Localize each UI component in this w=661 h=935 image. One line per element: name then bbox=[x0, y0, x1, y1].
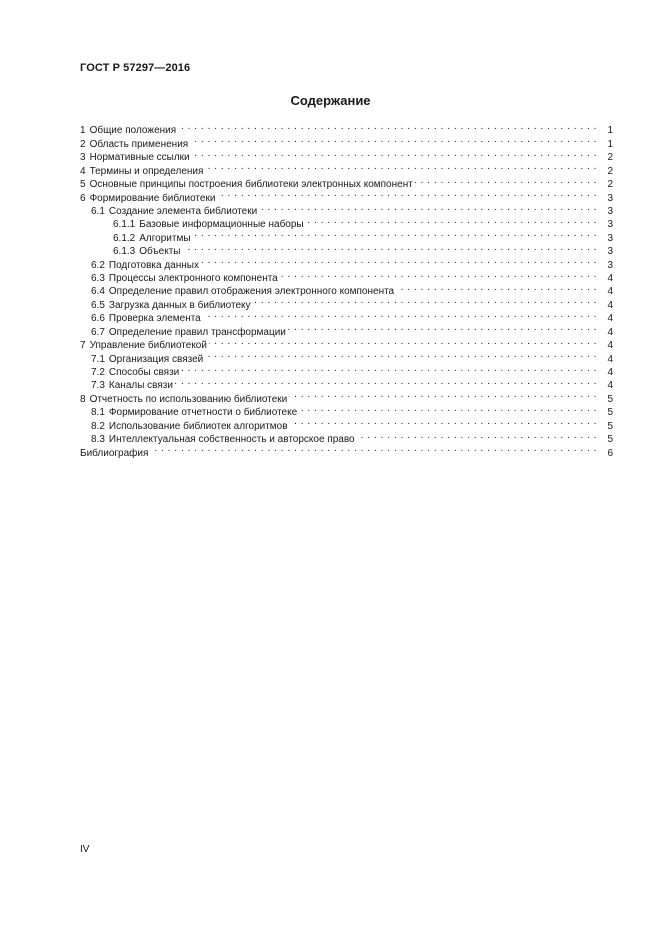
toc-entry-label bbox=[80, 192, 215, 205]
toc-entry[interactable] bbox=[80, 120, 613, 137]
toc-entry-title: Способы связи bbox=[108, 367, 180, 379]
toc-entry-page: 3 bbox=[607, 192, 613, 204]
dot-leader bbox=[150, 442, 597, 455]
toc-entry-page: 4 bbox=[607, 273, 613, 285]
dot-leader bbox=[190, 133, 597, 146]
toc-entry-page: 3 bbox=[607, 205, 613, 217]
toc-entry-title: Проверка элемента bbox=[108, 313, 201, 325]
toc-entry-label bbox=[113, 232, 191, 245]
toc-entry-number: 4 bbox=[80, 165, 86, 177]
toc-entry-page: 2 bbox=[607, 179, 613, 191]
toc-entry-label bbox=[80, 393, 287, 406]
toc-entry-page: 4 bbox=[607, 313, 613, 325]
dot-leader bbox=[306, 214, 597, 227]
toc-entry-title: Подготовка данных bbox=[108, 259, 199, 271]
dot-leader bbox=[299, 402, 597, 415]
toc-entry-number: 6.1.3 bbox=[113, 246, 136, 258]
toc-entry-number: 6.3 bbox=[91, 273, 105, 285]
table-of-contents bbox=[80, 120, 613, 459]
toc-entry-title: Нормативные ссылки bbox=[89, 152, 190, 164]
toc-entry-page: 3 bbox=[607, 232, 613, 244]
dot-leader bbox=[203, 308, 597, 321]
toc-entry-page: 4 bbox=[607, 299, 613, 311]
dot-leader bbox=[205, 160, 597, 173]
toc-entry-label bbox=[80, 124, 176, 137]
toc-entry-page: 2 bbox=[607, 165, 613, 177]
toc-entry-label bbox=[80, 165, 203, 178]
toc-entry-number: 3 bbox=[80, 152, 86, 164]
toc-entry-page: 1 bbox=[607, 125, 613, 137]
toc-entry-title: Базовые информационные наборы bbox=[139, 219, 304, 231]
toc-entry-title: Формирование библиотеки bbox=[89, 192, 216, 204]
toc-entry-label bbox=[91, 272, 278, 285]
toc-entry-page: 2 bbox=[607, 152, 613, 164]
toc-entry-number: 8.2 bbox=[91, 420, 105, 432]
toc-entry-title: Область применения bbox=[89, 138, 189, 150]
dot-leader bbox=[290, 415, 597, 428]
toc-entry-number: 6.5 bbox=[91, 299, 105, 311]
dot-leader bbox=[280, 268, 597, 281]
toc-entry-page: 5 bbox=[607, 393, 613, 405]
page-number: IV bbox=[80, 844, 90, 855]
toc-entry-page: 1 bbox=[607, 138, 613, 150]
toc-entry-page: 5 bbox=[607, 420, 613, 432]
dot-leader bbox=[396, 281, 597, 294]
toc-entry-number: 2 bbox=[80, 138, 86, 150]
toc-entry-number: 6.2 bbox=[91, 259, 105, 271]
toc-entry-label bbox=[113, 245, 181, 258]
toc-entry-number: 6.1.1 bbox=[113, 219, 136, 231]
toc-entry-page: 4 bbox=[607, 367, 613, 379]
dot-leader bbox=[178, 120, 597, 133]
toc-entry-title: Процессы электронного компонента bbox=[108, 273, 278, 285]
toc-entry-number: 6.4 bbox=[91, 286, 105, 298]
toc-entry-page: 3 bbox=[607, 246, 613, 258]
toc-entry-title: Объекты bbox=[139, 246, 181, 258]
toc-entry-number: 6.6 bbox=[91, 313, 105, 325]
toc-entry-title: Загрузка данных в библиотеку bbox=[108, 299, 251, 311]
toc-entry-number: 6.1 bbox=[91, 205, 105, 217]
toc-entry-title: Определение правил трансформации bbox=[108, 326, 286, 338]
toc-entry-title: Управление библиотекой bbox=[89, 340, 207, 352]
toc-entry-title: Алгоритмы bbox=[139, 232, 191, 244]
toc-entry-title: Интеллектуальная собственность и авторское право bbox=[108, 434, 355, 446]
toc-entry-title: Отчетность по использованию библиотеки bbox=[89, 393, 288, 405]
toc-entry-title: Формирование отчетности о библиотеке bbox=[108, 407, 298, 419]
toc-entry-label bbox=[91, 312, 201, 325]
toc-entry-number: 6 bbox=[80, 192, 86, 204]
toc-entry-number: 7.3 bbox=[91, 380, 105, 392]
toc-entry-title: Создание элемента библиотеки bbox=[108, 205, 258, 217]
dot-leader bbox=[209, 335, 597, 348]
toc-entry-label bbox=[91, 259, 199, 272]
toc-entry-number: 1 bbox=[80, 125, 86, 137]
dot-leader bbox=[183, 241, 598, 254]
toc-entry-label bbox=[80, 447, 148, 460]
toc-entry-label bbox=[91, 205, 257, 218]
toc-entry-title: Основные принципы построения библиотеки электронных компонент bbox=[89, 179, 413, 191]
toc-entry-number: 6.1.2 bbox=[113, 232, 136, 244]
dot-leader bbox=[357, 429, 597, 442]
toc-entry-title: Общие положения bbox=[89, 125, 177, 137]
dot-leader bbox=[253, 294, 598, 307]
toc-entry-page: 5 bbox=[607, 407, 613, 419]
toc-entry-label bbox=[80, 138, 188, 151]
dot-leader bbox=[205, 348, 597, 361]
toc-entry-page: 3 bbox=[607, 219, 613, 231]
toc-entry-title: Термины и определения bbox=[89, 165, 204, 177]
toc-entry-page: 4 bbox=[607, 353, 613, 365]
toc-entry-number: 8.3 bbox=[91, 434, 105, 446]
dot-leader bbox=[193, 227, 597, 240]
dot-leader bbox=[217, 187, 597, 200]
toc-entry-number: 5 bbox=[80, 179, 86, 191]
toc-entry[interactable] bbox=[80, 442, 613, 459]
toc-entry-number: 6.7 bbox=[91, 326, 105, 338]
toc-entry-title: Библиография bbox=[80, 447, 149, 459]
toc-entry-page: 6 bbox=[607, 447, 613, 459]
toc-entry-label bbox=[91, 366, 179, 379]
dot-leader bbox=[201, 254, 597, 267]
dot-leader bbox=[259, 201, 597, 214]
dot-leader bbox=[415, 174, 597, 187]
page-title: Содержание bbox=[290, 93, 371, 108]
toc-entry-number: 8 bbox=[80, 393, 86, 405]
dot-leader bbox=[175, 375, 597, 388]
document-header: ГОСТ Р 57297—2016 bbox=[80, 62, 191, 74]
toc-entry-label bbox=[80, 339, 207, 352]
toc-entry-page: 4 bbox=[607, 286, 613, 298]
toc-entry-page: 5 bbox=[607, 434, 613, 446]
toc-entry-label bbox=[91, 420, 288, 433]
toc-entry-page: 3 bbox=[607, 259, 613, 271]
toc-entry-page: 4 bbox=[607, 326, 613, 338]
toc-entry-number: 8.1 bbox=[91, 407, 105, 419]
toc-entry-page: 4 bbox=[607, 380, 613, 392]
toc-entry-title: Каналы связи bbox=[108, 380, 173, 392]
dot-leader bbox=[181, 362, 597, 375]
toc-entry-title: Организация связей bbox=[108, 353, 204, 365]
toc-entry-number: 7.1 bbox=[91, 353, 105, 365]
toc-entry-number: 7.2 bbox=[91, 367, 105, 379]
toc-entry-title: Определение правил отображения электронного компонента bbox=[108, 286, 395, 298]
dot-leader bbox=[288, 321, 597, 334]
toc-entry-label bbox=[80, 151, 190, 164]
dot-leader bbox=[192, 147, 597, 160]
toc-entry-label bbox=[91, 379, 173, 392]
toc-entry-label bbox=[91, 406, 297, 419]
toc-entry-number: 7 bbox=[80, 340, 86, 352]
toc-entry-page: 4 bbox=[607, 340, 613, 352]
dot-leader bbox=[289, 388, 597, 401]
toc-entry-title: Использование библиотек алгоритмов bbox=[108, 420, 288, 432]
